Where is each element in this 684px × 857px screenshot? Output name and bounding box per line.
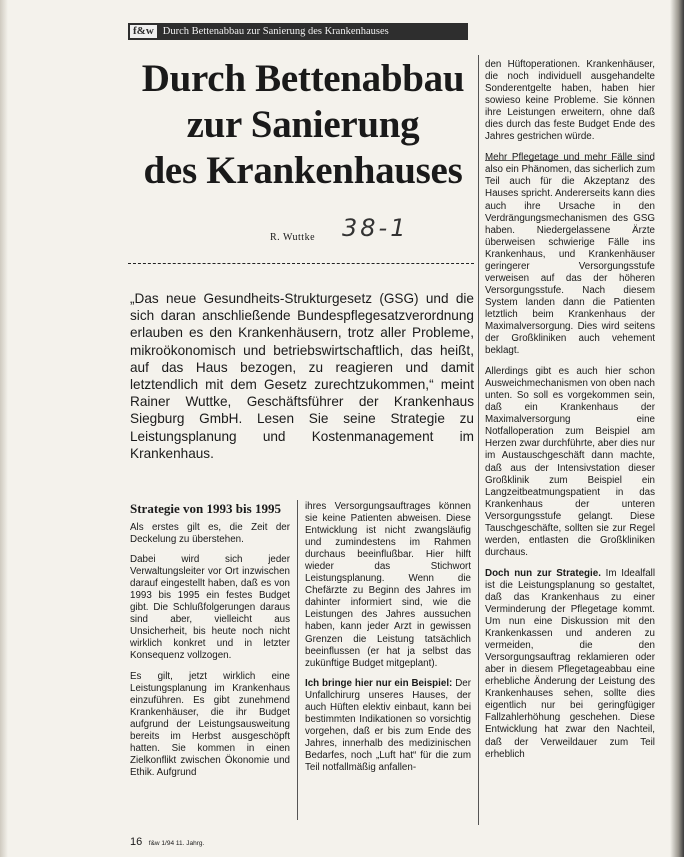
handwritten-note: 38-1 [342, 214, 409, 242]
page-folio [130, 836, 204, 848]
article-title [118, 56, 488, 194]
body-paragraph [305, 678, 471, 774]
body-column-1 [130, 501, 290, 787]
scan-right-edge [670, 0, 684, 857]
author-byline: R. Wuttke [270, 232, 316, 243]
body-paragraph: ihres Versorgungsauftrages können sie keine Patienten abweisen. Diese Entwicklung ist nicht zwangsläufig und zumindestens im Rahmen durchaus beeinflußbar. Hier hilft wieder das Stichwort Leistungsplanung. Wenn die Chefärzte zu Beginn des Jahres im dahinter informiert sind, wie die Leistungen des Jahres aussuchen haben, kann jeder Arzt in gewissen Grenzen die Leistung tatsächlich beeinflussen (er hat ja selbst das zukünftige Budget mitgeplant). [305, 501, 471, 669]
scan-left-edge [0, 0, 8, 857]
running-header [128, 23, 468, 40]
body-paragraph: den Hüftoperationen. Krankenhäuser, die noch individuell ausgehandelte Sonderentgelte haben, haben hier sowieso keine Probleme. Sie können ihre Leistungen erweitern, ohne daß dies durch das feste Budget Ende des Jahres gestrichen würde. [485, 59, 655, 143]
body-paragraph: Es gilt, jetzt wirklich eine Leistungsplanung im Krankenhaus einzuführen. Es gibt zunehmend Krankenhäuser, die ihr Budget aufgrund der Leistungsausweitung bereits im Herbst ausgeschöpft hatten. Sie kommen in einen Zielkonflikt zwischen Ökonomie und Ethik. Aufgrund [130, 670, 290, 778]
title-line: des Krankenhauses [143, 149, 463, 192]
title-line: zur Sanierung [186, 103, 420, 146]
dashed-divider [128, 263, 474, 264]
body-paragraph: Als erstes gilt es, die Zeit der Deckelung zu überstehen. [130, 522, 290, 546]
body-paragraph: Dabei wird sich jeder Verwaltungsleiter vor Ort inzwischen darauf eingestellt haben, daß es von 1993 bis 1995 ein festes Budget gibt. Die Schlußfolgerungen daraus sind aber, vielleicht aus Unsicherheit, bis heute noch nicht wirklich konkret und in letzter Konsequenz vollzogen. [130, 554, 290, 662]
body-text: Im Idealfall ist die Leistungsplanung so gestaltet, daß das Krankenhaus zu einer Verminderung der Pflegetage kommt. Um nun eine Diskussion mit den Krankenkassen und anderen zu vermeiden, die den Versorgungsauftrag reklamieren oder aber in diesem Pflegetageabbau eine erhebliche Änderung der Leistung des Krankenhauses sehen, sollte dies eigentlich nur bei geringfügiger Fallzahlerhöhung geschehen. Diese Entwicklung hat zwar den Nachteil, daß der Verweildauer zum Teil erheblich [485, 567, 655, 760]
page-number: 16 [130, 836, 143, 848]
body-column-2 [305, 501, 471, 782]
publication-logo: f&w [130, 25, 157, 38]
running-title: Durch Bettenabbau zur Sanierung des Krankenhauses [162, 26, 389, 37]
body-text: Der Unfallchirurg unseres Hauses, der auch Hüften elektiv einbaut, kann bei bestimmten Indikationen so vorsichtig vorgehen, daß er bis zum Ende des Jahres, innerhalb des medizinischen Bedarfes, noch „Luft hat“ für die zum Teil notfallmäßig anfallen- [305, 677, 471, 773]
section-subheading: Strategie von 1993 bis 1995 [130, 501, 281, 516]
title-line: Durch Bettenabbau [141, 57, 465, 100]
run-in-heading: Doch nun zur Strategie. [485, 567, 601, 579]
body-column-3 [485, 59, 655, 770]
body-paragraph: Mehr Pflegetage und mehr Fälle sind also ein Phänomen, das sicherlich zum Teil auch für die Akzeptanz des Hauses spricht. Andererseits kann dies auch ihre Ursache in den Verdrängungsmechanismen des GSG haben. Niedergelassene Ärzte überweisen schwierige Fälle ins Krankenhaus, und Krankenhäuser geringerer Versorgungsstufe verweisen auf das der höheren Versorgungsstufe. Nach diesem System landen dann die Patienten letztlich beim Krankenhaus der Maximalversorgung. Dies wird seitens der Großkliniken auch vehement beklagt. [485, 152, 655, 357]
body-paragraph: Allerdings gibt es auch hier schon Ausweichmechanismen von oben nach unten. So soll es vorgekommen sein, daß ein Krankenhaus der Maximalversorgung eine Notfalloperation zum Beispiel am Herzen zwar durchführte, aber dies nur im Austauschgeschäft dann machte, daß aus der Intensivstation dieser Großklinik zum Beispiel ein Langzeitbeatmungspatient in das Krankenhaus der unteren Versorgungsstufe gelangt. Diese Tauschgeschäfte, sollten sie zur Regel werden, entlasten die Großkliniken durchaus. [485, 366, 655, 558]
body-paragraph [485, 568, 655, 761]
publication-issue: f&w 1/94 11. Jahrg. [148, 840, 205, 847]
column-rule [297, 500, 298, 820]
run-in-heading: Ich bringe hier nur ein Beispiel: [305, 677, 453, 689]
column-rule [478, 55, 479, 825]
lead-paragraph: „Das neue Gesundheits-Strukturgesetz (GSG) und die sich daran anschließende Bundespflegesatzverordnung erlauben es den Krankenhäusern, trotz aller Probleme, mikroökonomisch und betriebswirtschaftlich, das heißt, auf das Haus bezogen, zu reagieren und damit letztendlich mit dem Gesetz zurechtzukommen,“ meint Rainer Wuttke, Geschäftsführer der Krankenhaus Siegburg GmbH. Lesen Sie seine Strategie zu Leistungsplanung und Kostenmanagement im Krankenhaus. [130, 291, 474, 461]
